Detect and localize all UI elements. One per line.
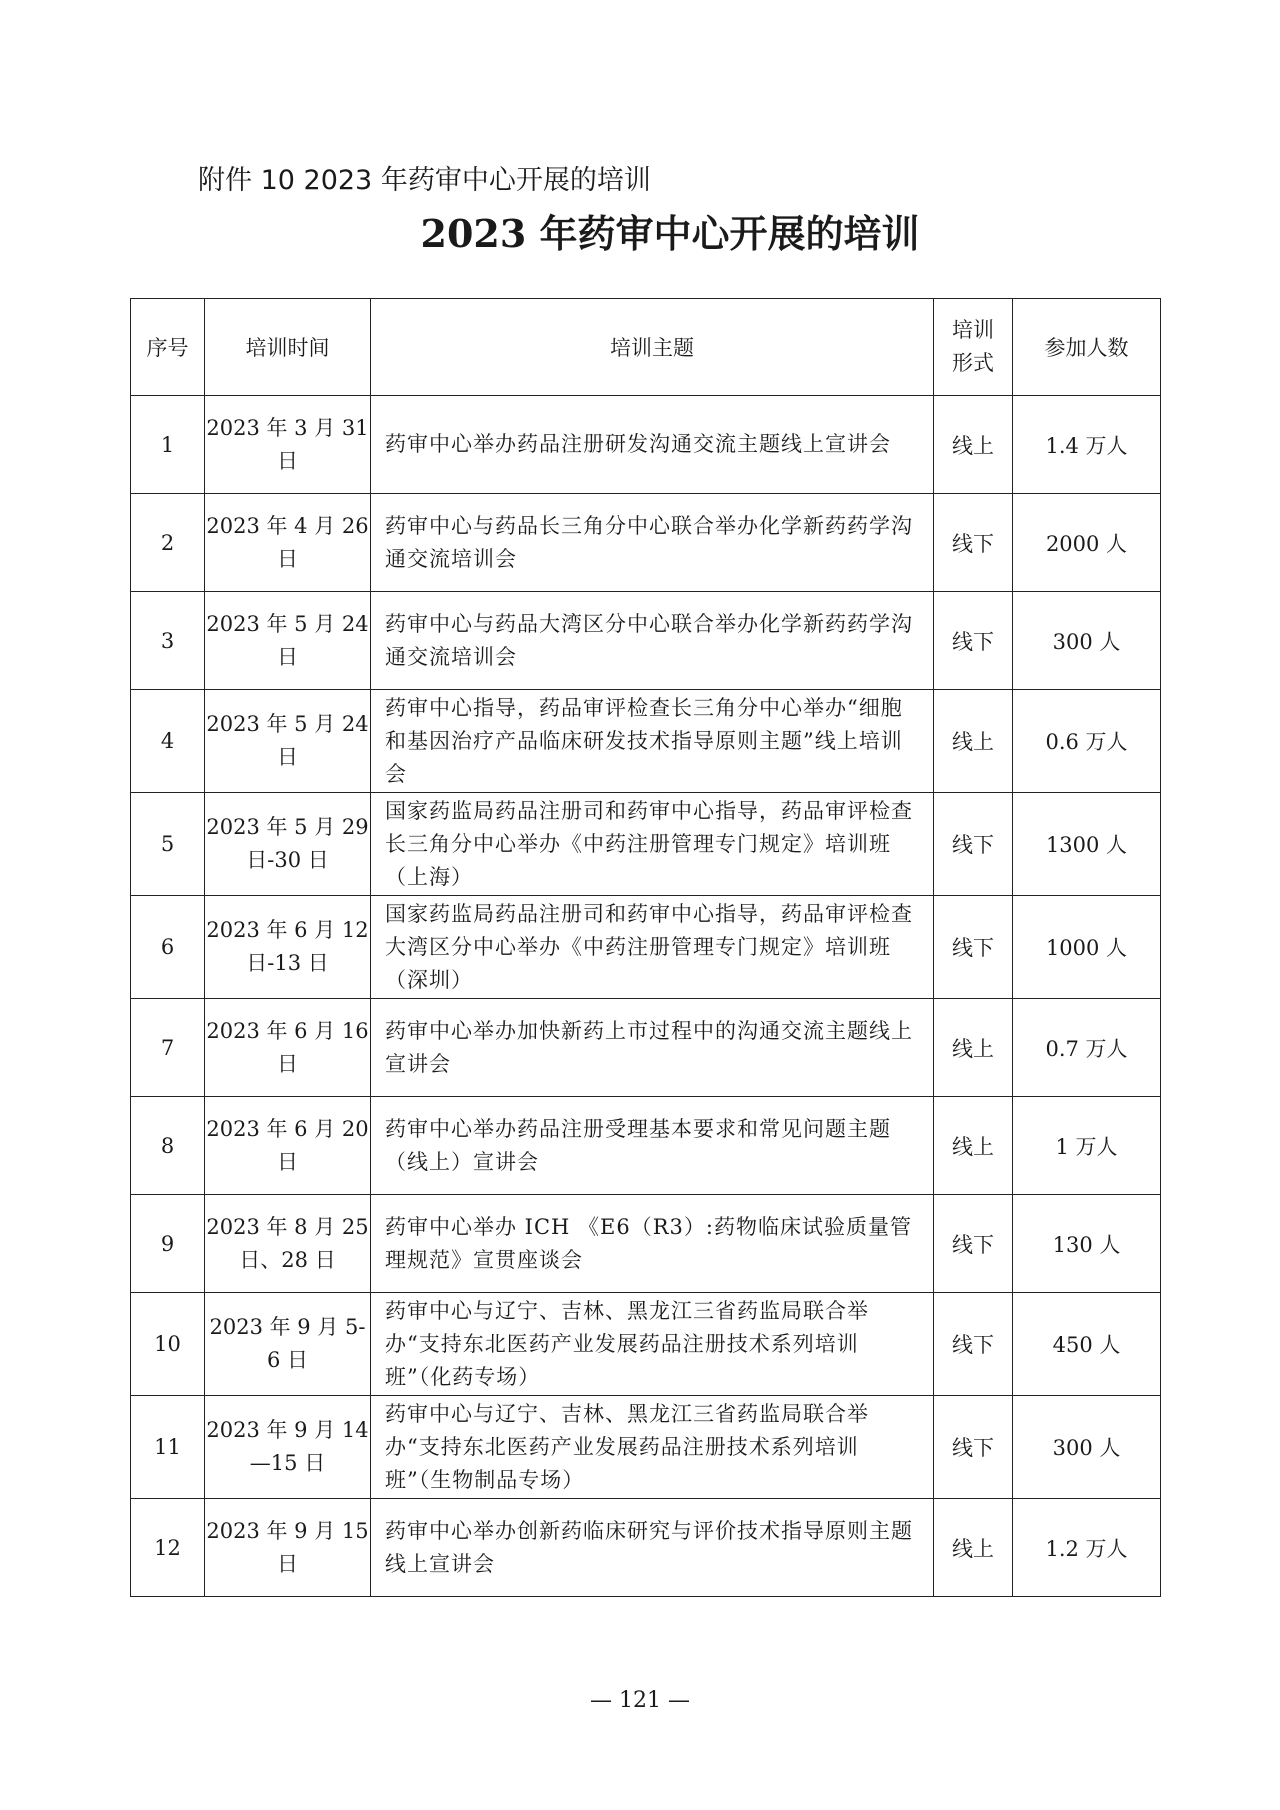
- cell-time: 2023 年 6 月 12 日-13 日: [205, 896, 371, 999]
- table-row: [131, 1396, 1161, 1499]
- cell-time: 2023 年 9 月 15 日: [205, 1499, 371, 1597]
- page-number: — 121 —: [590, 1688, 690, 1713]
- cell-mode: 线上: [934, 999, 1013, 1097]
- cell-count: 1300 人: [1013, 793, 1161, 896]
- column-header-count: 参加人数: [1013, 299, 1161, 396]
- cell-count: 300 人: [1013, 592, 1161, 690]
- cell-count: 1.2 万人: [1013, 1499, 1161, 1597]
- column-header-time: 培训时间: [205, 299, 371, 396]
- cell-no: 12: [131, 1499, 205, 1597]
- cell-topic: 药审中心举办 ICH 《E6（R3）:药物临床试验质量管理规范》宣贯座谈会: [371, 1195, 934, 1293]
- cell-count: 1 万人: [1013, 1097, 1161, 1195]
- cell-mode: 线下: [934, 1195, 1013, 1293]
- cell-time: 2023 年 5 月 24 日: [205, 592, 371, 690]
- cell-no: 11: [131, 1396, 205, 1499]
- table-row: [131, 1499, 1161, 1597]
- cell-no: 3: [131, 592, 205, 690]
- table-row: [131, 999, 1161, 1097]
- cell-time: 2023 年 3 月 31 日: [205, 396, 371, 494]
- cell-topic: 药审中心与药品大湾区分中心联合举办化学新药药学沟通交流培训会: [371, 592, 934, 690]
- cell-topic: 药审中心与药品长三角分中心联合举办化学新药药学沟通交流培训会: [371, 494, 934, 592]
- table-row: [131, 1195, 1161, 1293]
- cell-no: 5: [131, 793, 205, 896]
- cell-topic: 药审中心指导，药品审评检查长三角分中心举办“细胞和基因治疗产品临床研发技术指导原则主题”线上培训会: [371, 690, 934, 793]
- table-header-row: [131, 299, 1161, 396]
- cell-mode: 线下: [934, 592, 1013, 690]
- cell-no: 8: [131, 1097, 205, 1195]
- column-header-mode: 培训形式: [934, 299, 1013, 396]
- cell-mode: 线上: [934, 1499, 1013, 1597]
- table-row: [131, 494, 1161, 592]
- cell-topic: 药审中心举办药品注册研发沟通交流主题线上宣讲会: [371, 396, 934, 494]
- cell-count: 2000 人: [1013, 494, 1161, 592]
- cell-count: 130 人: [1013, 1195, 1161, 1293]
- cell-count: 0.6 万人: [1013, 690, 1161, 793]
- column-header-topic: 培训主题: [371, 299, 934, 396]
- cell-time: 2023 年 6 月 16 日: [205, 999, 371, 1097]
- table-row: [131, 896, 1161, 999]
- cell-count: 450 人: [1013, 1293, 1161, 1396]
- table-row: [131, 690, 1161, 793]
- cell-mode: 线下: [934, 1293, 1013, 1396]
- table-row: [131, 793, 1161, 896]
- cell-topic: 药审中心举办加快新药上市过程中的沟通交流主题线上宣讲会: [371, 999, 934, 1097]
- cell-no: 9: [131, 1195, 205, 1293]
- cell-count: 300 人: [1013, 1396, 1161, 1499]
- attachment-label: 附件 10 2023 年药审中心开展的培训: [198, 165, 651, 196]
- cell-topic: 药审中心举办创新药临床研究与评价技术指导原则主题线上宣讲会: [371, 1499, 934, 1597]
- cell-topic: 药审中心举办药品注册受理基本要求和常见问题主题（线上）宣讲会: [371, 1097, 934, 1195]
- cell-mode: 线上: [934, 396, 1013, 494]
- cell-mode: 线上: [934, 690, 1013, 793]
- cell-topic: 药审中心与辽宁、吉林、黑龙江三省药监局联合举办“支持东北医药产业发展药品注册技术系列培训班”（生物制品专场）: [371, 1396, 934, 1499]
- cell-topic: 国家药监局药品注册司和药审中心指导，药品审评检查大湾区分中心举办《中药注册管理专门规定》培训班（深圳）: [371, 896, 934, 999]
- cell-time: 2023 年 9 月 5-6 日: [205, 1293, 371, 1396]
- cell-mode: 线下: [934, 1396, 1013, 1499]
- cell-count: 1.4 万人: [1013, 396, 1161, 494]
- cell-count: 0.7 万人: [1013, 999, 1161, 1097]
- cell-time: 2023 年 6 月 20 日: [205, 1097, 371, 1195]
- table-row: [131, 396, 1161, 494]
- table-row: [131, 1097, 1161, 1195]
- cell-count: 1000 人: [1013, 896, 1161, 999]
- cell-time: 2023 年 4 月 26 日: [205, 494, 371, 592]
- page-title: 2023 年药审中心开展的培训: [420, 211, 920, 256]
- table-row: [131, 1293, 1161, 1396]
- cell-mode: 线下: [934, 896, 1013, 999]
- cell-no: 2: [131, 494, 205, 592]
- cell-no: 4: [131, 690, 205, 793]
- column-header-no: 序号: [131, 299, 205, 396]
- cell-no: 6: [131, 896, 205, 999]
- training-table: [130, 298, 1161, 1597]
- cell-time: 2023 年 5 月 24 日: [205, 690, 371, 793]
- cell-time: 2023 年 9 月 14—15 日: [205, 1396, 371, 1499]
- cell-topic: 国家药监局药品注册司和药审中心指导，药品审评检查长三角分中心举办《中药注册管理专门规定》培训班（上海）: [371, 793, 934, 896]
- cell-topic: 药审中心与辽宁、吉林、黑龙江三省药监局联合举办“支持东北医药产业发展药品注册技术系列培训班”（化药专场）: [371, 1293, 934, 1396]
- cell-mode: 线上: [934, 1097, 1013, 1195]
- table-row: [131, 592, 1161, 690]
- cell-no: 7: [131, 999, 205, 1097]
- cell-no: 10: [131, 1293, 205, 1396]
- cell-time: 2023 年 8 月 25 日、28 日: [205, 1195, 371, 1293]
- cell-time: 2023 年 5 月 29 日-30 日: [205, 793, 371, 896]
- cell-mode: 线下: [934, 793, 1013, 896]
- cell-mode: 线下: [934, 494, 1013, 592]
- cell-no: 1: [131, 396, 205, 494]
